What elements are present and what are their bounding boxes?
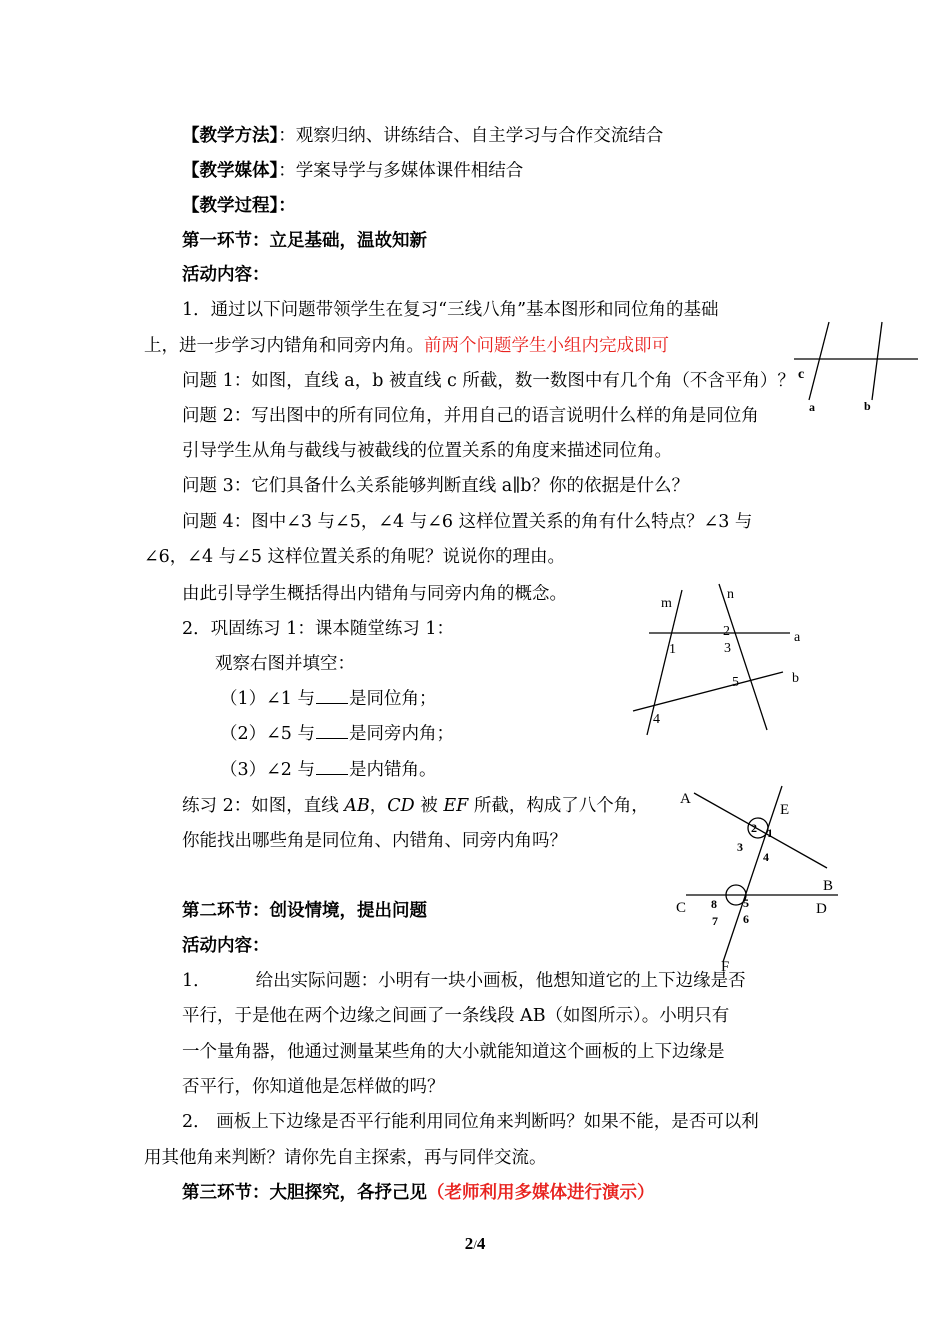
page-current: 2 <box>464 1234 474 1253</box>
fig2-angle-3: 3 <box>724 641 731 656</box>
s1-p1-red-note: 前两个问题学生小组内完成即可 <box>424 336 669 356</box>
fig1-label-a: a <box>809 400 815 414</box>
figure-mn-ab <box>625 580 825 740</box>
method-text: ：观察归纳、讲练结合、自主学习与合作交流结合 <box>278 126 664 146</box>
ex2-ab: AB <box>344 796 370 816</box>
section2-title: 第二环节：创设情境，提出问题 <box>182 901 427 921</box>
s2-p2-line2: 用其他角来判断？请你先自主探索，再与同伴交流。 <box>144 1148 547 1168</box>
method-line <box>182 124 663 148</box>
practice-1: 2．巩固练习 1：课本随堂练习 1： <box>182 619 455 639</box>
fig3-angle-2: 2 <box>751 821 757 835</box>
page-separator: / <box>473 1237 477 1252</box>
fig3-angle-1: 1 <box>767 826 773 840</box>
section3-title-line <box>182 1181 655 1205</box>
fill-3-blank[interactable] <box>316 758 348 775</box>
question-2: 问题 2：写出图中的所有同位角，并用自己的语言说明什么样的角是同位角 <box>182 406 759 426</box>
ex2-mid: 被 <box>414 796 444 816</box>
fig2-label-n: n <box>727 587 734 602</box>
fig3-angle-4: 4 <box>763 850 769 864</box>
section2-activity: 活动内容： <box>182 936 270 956</box>
fig1-label-c: c <box>798 367 805 382</box>
media-label: 【教学媒体】 <box>182 161 279 181</box>
fill-2 <box>220 722 454 746</box>
fig3-label-D: D <box>816 901 827 917</box>
fill-3-suffix: 是内错角。 <box>349 760 437 780</box>
process-text: ： <box>278 196 296 216</box>
media-line <box>182 159 523 183</box>
ex2-ef: EF <box>443 796 469 816</box>
s2-p1-line2: 平行，于是他在两个边缘之间画了一条线段 AB（如图所示）。小明只有 <box>182 1006 730 1026</box>
fig3-angle-3: 3 <box>737 840 743 854</box>
fig3-label-A: A <box>680 791 691 807</box>
fig1-label-b: b <box>864 399 871 413</box>
figure-ab-cd-ef <box>672 782 852 975</box>
s2-p1-text: 给出实际问题：小明有一块小画板，他想知道它的上下边缘是否 <box>255 971 746 991</box>
fill-2-prefix: （2）∠5 与 <box>220 724 315 744</box>
fill-1 <box>220 687 437 711</box>
question-1: 问题 1：如图，直线 a，b 被直线 c 所截，数一数图中有几个角（不含平角）？ <box>182 371 795 391</box>
section3-red-note: （老师利用多媒体进行演示） <box>427 1183 655 1203</box>
fill-2-blank[interactable] <box>316 722 348 739</box>
section1-activity: 活动内容： <box>182 265 270 285</box>
fig2-angle-4: 4 <box>653 712 660 727</box>
ex2-cd: CD <box>387 796 415 816</box>
s2-p1-line1 <box>182 969 746 993</box>
fig3-angle-5: 5 <box>743 896 749 910</box>
fill-3-prefix: （3）∠2 与 <box>220 760 315 780</box>
fig3-label-C: C <box>676 900 687 916</box>
ex2-sep: ， <box>369 796 388 816</box>
derive-line: 由此引导学生概括得出内错角与同旁内角的概念。 <box>182 584 567 604</box>
page-number <box>0 1234 950 1254</box>
figure-transversal-ab <box>790 318 930 418</box>
fig3-label-E: E <box>780 802 790 818</box>
fig2-label-m: m <box>661 596 672 611</box>
fig3-label-F: F <box>721 959 730 975</box>
section1-title: 第一环节：立足基础，温故知新 <box>182 231 427 251</box>
fill-1-blank[interactable] <box>316 687 348 704</box>
fig2-label-a: a <box>794 630 801 645</box>
fig2-angle-5: 5 <box>732 675 739 690</box>
s1-p1-line2 <box>144 334 669 358</box>
fig3-angle-6: 6 <box>743 912 749 926</box>
fig3-angle-7: 7 <box>712 914 718 928</box>
fig2-angle-2: 2 <box>723 624 730 639</box>
section3-title: 第三环节：大胆探究，各抒己见 <box>182 1183 427 1203</box>
observe-line: 观察右图并填空： <box>215 654 355 674</box>
s2-p2-line1: 2． 画板上下边缘是否平行能利用同位角来判断吗？如果不能，是否可以利 <box>182 1112 759 1132</box>
s2-p1-num: 1． <box>182 971 211 991</box>
process-line <box>182 194 296 218</box>
media-text: ：学案导学与多媒体课件相结合 <box>278 161 524 181</box>
page-total: 4 <box>476 1234 486 1253</box>
ex2-end: 所截，构成了八个角， <box>468 796 649 816</box>
question-2-guide: 引导学生从角与截线与被截线的位置关系的角度来描述同位角。 <box>182 441 672 461</box>
s1-p1-line2-text: 上，进一步学习内错角和同旁内角。 <box>144 336 424 356</box>
practice-2-line2: 你能找出哪些角是同位角、内错角、同旁内角吗？ <box>182 831 567 851</box>
fill-1-prefix: （1）∠1 与 <box>220 689 315 709</box>
method-label: 【教学方法】 <box>182 126 279 146</box>
fig2-label-b: b <box>792 671 799 686</box>
s2-p1-line4: 否平行，你知道他是怎样做的吗？ <box>182 1077 445 1097</box>
process-label: 【教学过程】 <box>182 196 279 216</box>
s2-p1-line3: 一个量角器，他通过测量某些角的大小就能知道这个画板的上下边缘是 <box>182 1042 725 1062</box>
ex2-a: 练习 2：如图，直线 <box>182 796 345 816</box>
fig3-label-B: B <box>823 878 834 894</box>
fig3-angle-8: 8 <box>711 897 717 911</box>
question-3: 问题 3：它们具备什么关系能够判断直线 a∥b？你的依据是什么？ <box>182 476 689 496</box>
s1-p1-line1: 1．通过以下问题带领学生在复习“三线八角”基本图形和同位角的基础 <box>182 300 719 320</box>
question-4-line1: 问题 4：图中∠3 与∠5，∠4 与∠6 这样位置关系的角有什么特点？∠3 与 <box>182 512 753 532</box>
fig2-angle-1: 1 <box>669 642 676 657</box>
fill-1-suffix: 是同位角； <box>349 689 437 709</box>
fill-3 <box>220 758 437 782</box>
fill-2-suffix: 是同旁内角； <box>349 724 454 744</box>
practice-2-line1 <box>182 794 649 818</box>
question-4-line2: ∠6，∠4 与∠5 这样位置关系的角呢？说说你的理由。 <box>144 547 566 567</box>
